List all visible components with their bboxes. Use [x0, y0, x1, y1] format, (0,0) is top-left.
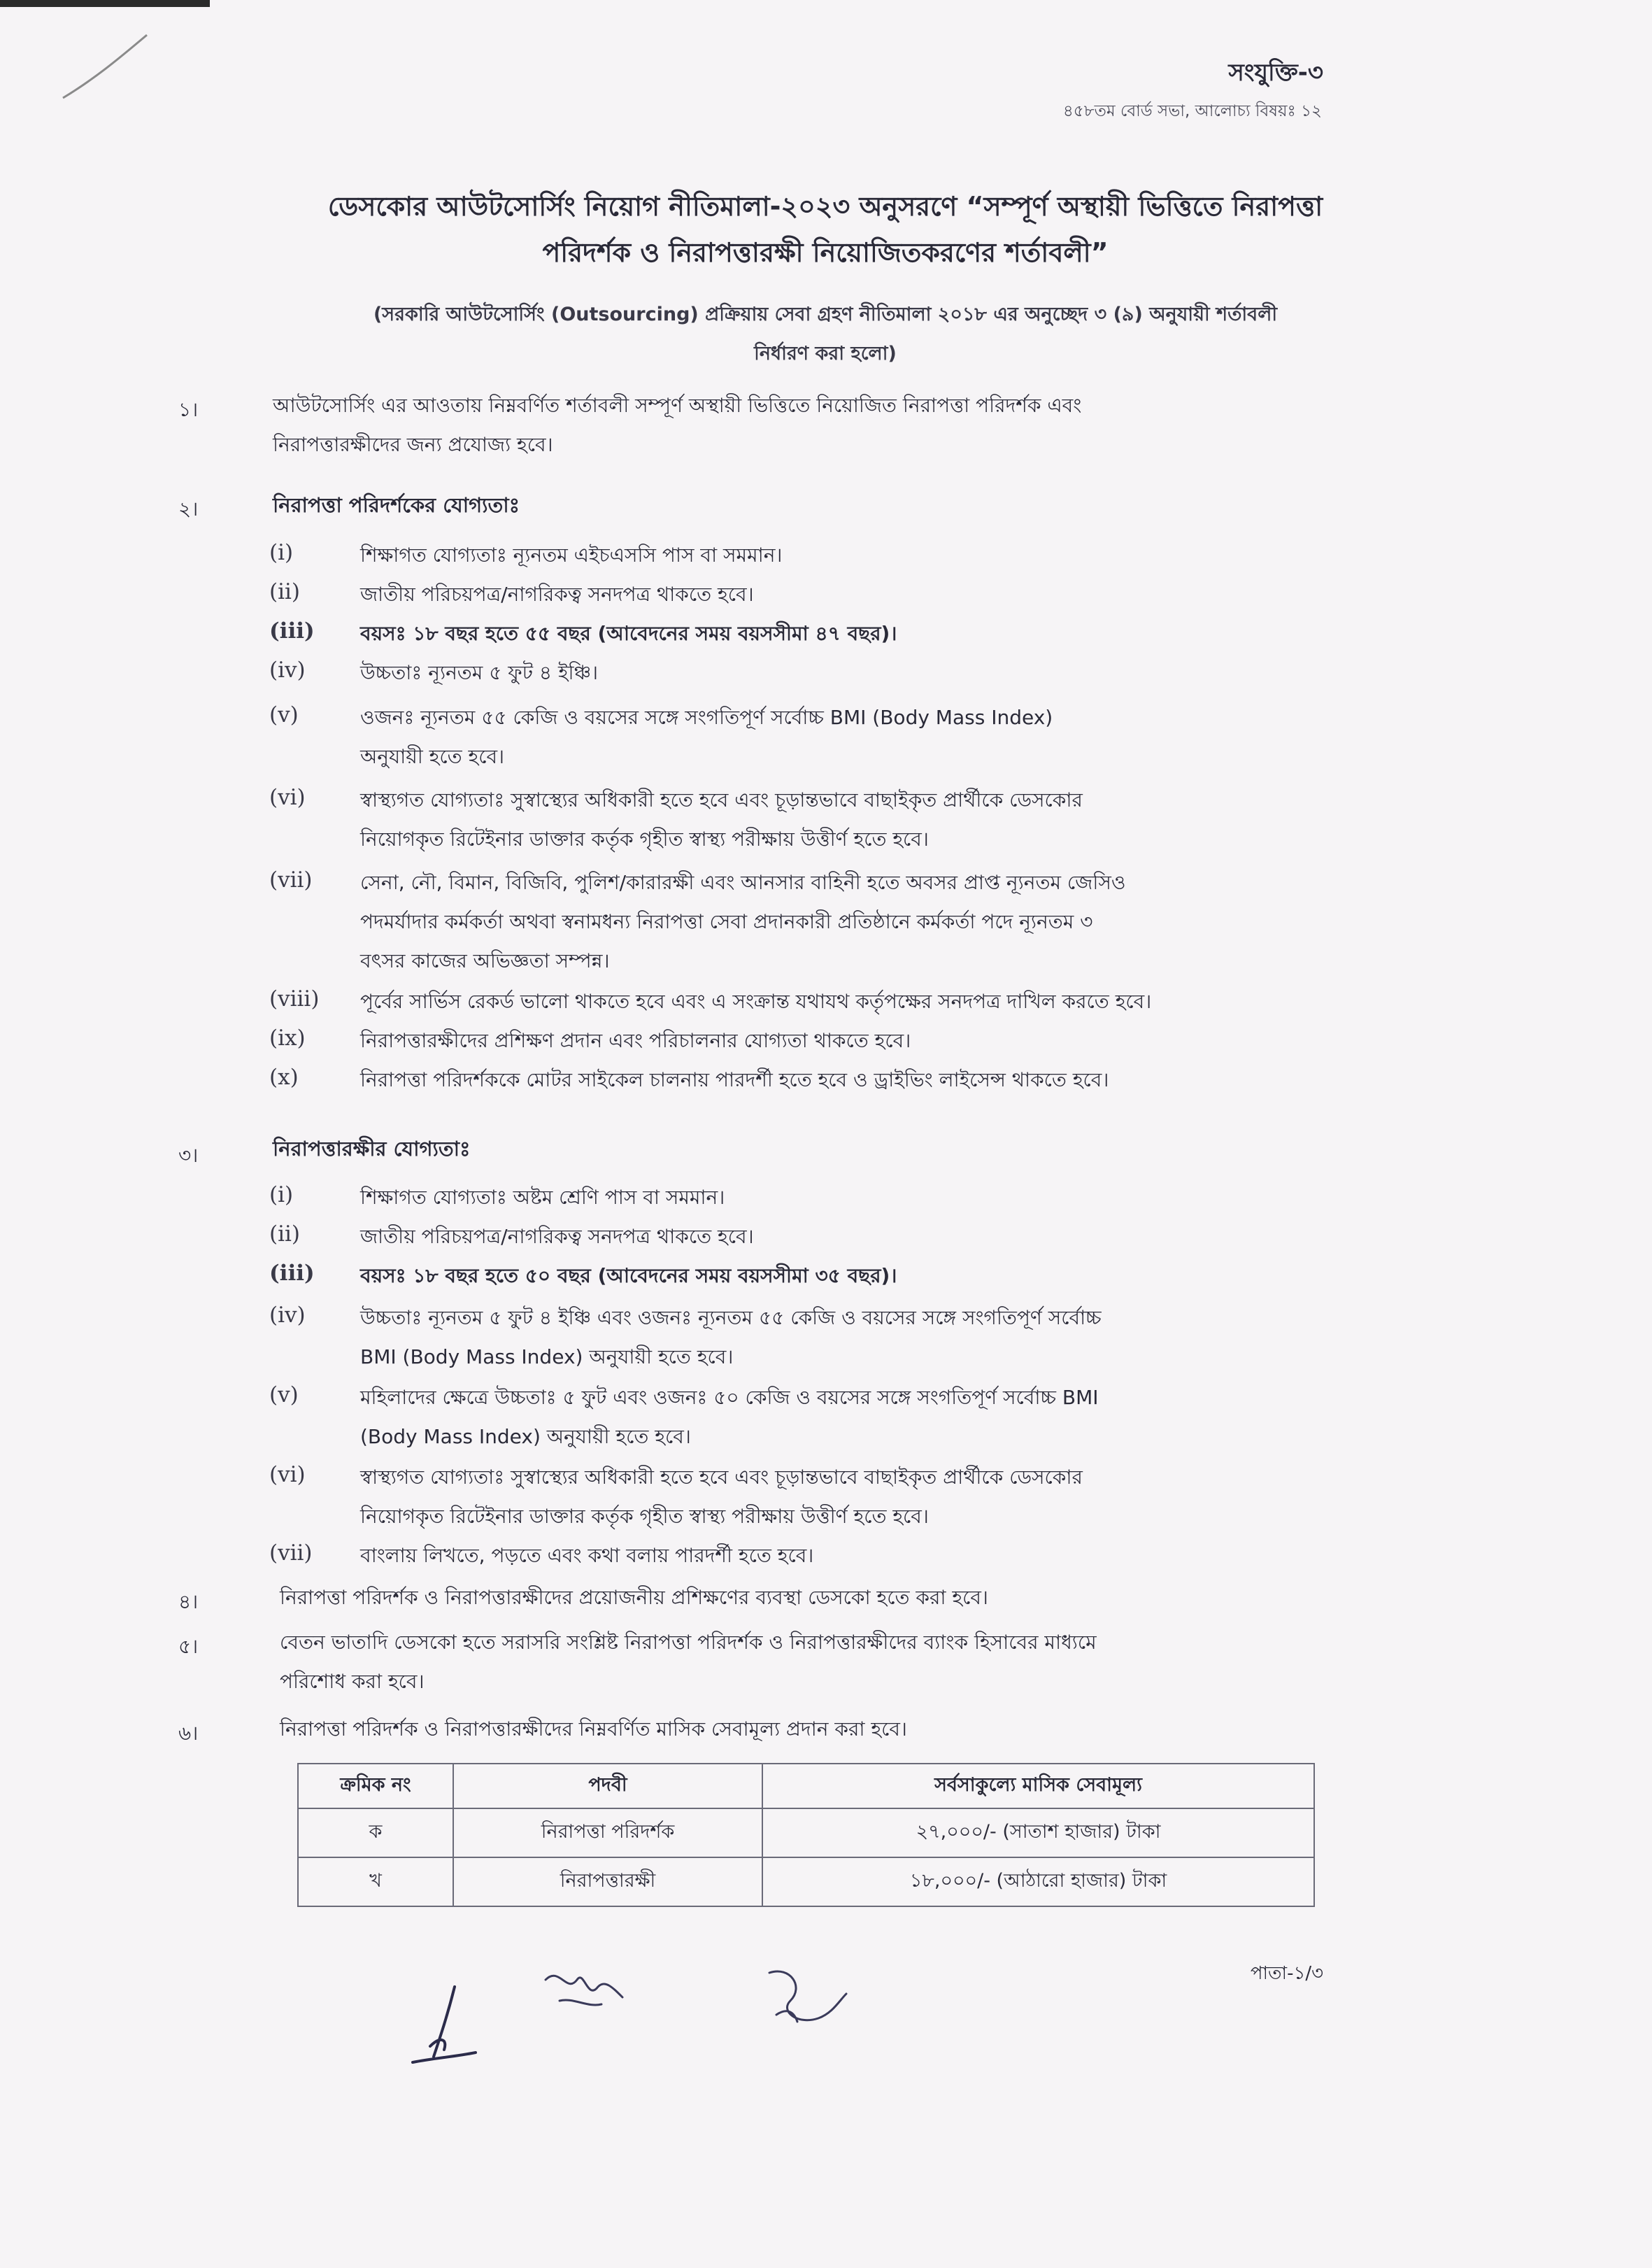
document-title-line-2: পরিদর্শক ও নিরাপত্তারক্ষী নিয়োজিতকরণের শর্তাবলী” [542, 237, 1109, 268]
cell-monthly-fee: ২৭,০০০/- (সাতাশ হাজার) টাকা [762, 1808, 1314, 1857]
s2-item-10-numeral: (x) [269, 1065, 299, 1090]
section-5-number: ৫। [178, 1635, 199, 1658]
s2-item-5-numeral: (v) [269, 702, 299, 728]
s3-item-6-numeral: (vi) [269, 1462, 306, 1487]
cell-monthly-fee: ১৮,০০০/- (আঠারো হাজার) টাকা [762, 1857, 1314, 1906]
table-row [298, 1808, 1314, 1857]
section-5-line-1: বেতন ভাতাদি ডেসকো হতে সরাসরি সংশ্লিষ্ট নিরাপত্তা পরিদর্শক ও নিরাপত্তারক্ষীদের ব্যাংক হিসাবের মাধ্যমে [280, 1631, 1097, 1654]
s2-item-5-text-line-1: ওজনঃ ন্যূনতম ৫৫ কেজি ও বয়সের সঙ্গে সংগতিপূর্ণ সর্বোচ্চ BMI (Body Mass Index) [360, 706, 1053, 729]
signature-1 [399, 1980, 497, 2071]
s3-item-1-text: শিক্ষাগত যোগ্যতাঃ অষ্টম শ্রেণি পাস বা সমমান। [360, 1186, 725, 1209]
cell-serial: খ [298, 1857, 453, 1906]
s2-item-2-numeral: (ii) [269, 579, 301, 604]
s3-item-3-numeral: (iii) [269, 1261, 315, 1286]
s2-item-1-text: শিক্ষাগত যোগ্যতাঃ ন্যূনতম এইচএসসি পাস বা সমমান। [360, 544, 783, 567]
s2-item-8-text: পূর্বের সার্ভিস রেকর্ড ভালো থাকতে হবে এবং এ সংক্রান্ত যথাযথ কর্তৃপক্ষের সনদপত্র দাখিল করতে হবে। [360, 990, 1152, 1013]
section-3-number: ৩। [178, 1144, 199, 1167]
s2-item-4-text: উচ্চতাঃ ন্যূনতম ৫ ফুট ৪ ইঞ্চি। [360, 661, 599, 684]
s3-item-5-text-line-1: মহিলাদের ক্ষেত্রে উচ্চতাঃ ৫ ফুট এবং ওজনঃ ৫০ কেজি ও বয়সের সঙ্গে সংগতিপূর্ণ সর্বোচ্চ BMI [360, 1386, 1099, 1409]
s2-item-10-text: নিরাপত্তা পরিদর্শককে মোটর সাইকেল চালনায় পারদর্শী হতে হবে ও ড্রাইভিং লাইসেন্স থাকতে হবে। [360, 1068, 1109, 1091]
document-title-line-1: ডেসকোর আউটসোর্সিং নিয়োগ নীতিমালা-২০২৩ অনুসরণে “সম্পূর্ণ অস্থায়ী ভিত্তিতে নিরাপত্তা [327, 191, 1323, 222]
s3-item-6-text-line-1: স্বাস্থ্যগত যোগ্যতাঃ সুস্বাস্থ্যের অধিকারী হতে হবে এবং চূড়ান্তভাবে বাছাইকৃত প্রার্থীকে ডেসকোর [360, 1466, 1083, 1489]
section-6-line-1: নিরাপত্তা পরিদর্শক ও নিরাপত্তারক্ষীদের নিম্নবর্ণিত মাসিক সেবামূল্য প্রদান করা হবে। [280, 1717, 907, 1741]
scan-edge-bar [0, 0, 210, 7]
section-1-number: ১। [178, 398, 199, 421]
s2-item-6-text-line-1: স্বাস্থ্যগত যোগ্যতাঃ সুস্বাস্থ্যের অধিকারী হতে হবে এবং চূড়ান্তভাবে বাছাইকৃত প্রার্থীকে ডেসকোর [360, 788, 1083, 811]
s2-item-1-numeral: (i) [269, 540, 294, 565]
s3-item-1-numeral: (i) [269, 1182, 294, 1207]
s2-item-9-numeral: (ix) [269, 1026, 306, 1051]
section-1-line-2: নিরাপত্তারক্ষীদের জন্য প্রযোজ্য হবে। [273, 433, 553, 456]
s3-item-7-text: বাংলায় লিখতে, পড়তে এবং কথা বলায় পারদর্শী হতে হবে। [360, 1544, 814, 1567]
annex-label: সংযুক্তি-৩ [1228, 59, 1323, 87]
s2-item-7-text-line-3: বৎসর কাজের অভিজ্ঞতা সম্পন্ন। [360, 949, 610, 972]
s3-item-2-text: জাতীয় পরিচয়পত্র/নাগরিকত্ব সনদপত্র থাকতে হবে। [360, 1225, 754, 1248]
s2-item-6-numeral: (vi) [269, 785, 306, 810]
table-row [298, 1857, 1314, 1906]
cell-designation: নিরাপত্তারক্ষী [453, 1857, 762, 1906]
s3-item-4-text-line-2: BMI (Body Mass Index) অনুযায়ী হতে হবে। [360, 1345, 734, 1368]
section-6-number: ৬। [178, 1722, 199, 1745]
s3-item-4-numeral: (iv) [269, 1303, 306, 1328]
s2-item-7-numeral: (vii) [269, 867, 313, 893]
page-number: পাতা-১/৩ [1250, 1963, 1323, 1984]
s3-item-5-numeral: (v) [269, 1382, 299, 1408]
meeting-reference: ৪৫৮তম বোর্ড সভা, আলোচ্য বিষয়ঃ ১২ [1062, 102, 1322, 120]
cell-serial: ক [298, 1808, 453, 1857]
column-header-designation: পদবী [453, 1764, 762, 1808]
s2-item-8-numeral: (viii) [269, 986, 320, 1012]
s3-item-3-text: বয়সঃ ১৮ বছর হতে ৫০ বছর (আবেদনের সময় বয়সসীমা ৩৫ বছর)। [360, 1264, 897, 1287]
s3-item-5-text-line-2: (Body Mass Index) অনুযায়ী হতে হবে। [360, 1425, 691, 1448]
section-4-line-1: নিরাপত্তা পরিদর্শক ও নিরাপত্তারক্ষীদের প্রয়োজনীয় প্রশিক্ষণের ব্যবস্থা ডেসকো হতে করা হবে। [280, 1586, 988, 1609]
s2-item-7-text-line-2: পদমর্যাদার কর্মকর্তা অথবা স্বনামধন্য নিরাপত্তা সেবা প্রদানকারী প্রতিষ্ঠানে কর্মকর্তা পদে ন্যূনতম ৩ [360, 910, 1093, 933]
section-4-number: ৪। [178, 1590, 199, 1613]
s2-item-3-numeral: (iii) [269, 618, 315, 644]
s2-item-9-text: নিরাপত্তারক্ষীদের প্রশিক্ষণ প্রদান এবং পরিচালনার যোগ্যতা থাকতে হবে। [360, 1029, 911, 1052]
column-header-monthly-fee: সর্বসাকুল্যে মাসিক সেবামূল্য [762, 1764, 1314, 1808]
signature-2 [539, 1959, 629, 2022]
s2-item-3-text: বয়সঃ ১৮ বছর হতে ৫৫ বছর (আবেদনের সময় বয়সসীমা ৪৭ বছর)। [360, 622, 897, 645]
policy-note-line-2: নির্ধারণ করা হলো) [754, 343, 897, 364]
table-header-row [298, 1764, 1314, 1808]
s3-item-2-numeral: (ii) [269, 1221, 301, 1247]
section-3-heading: নিরাপত্তারক্ষীর যোগ্যতাঃ [273, 1137, 471, 1161]
section-1-line-1: আউটসোর্সিং এর আওতায় নিম্নবর্ণিত শর্তাবলী সম্পূর্ণ অস্থায়ী ভিত্তিতে নিয়োজিত নিরাপত্তা পরিদর্শক এবং [273, 394, 1082, 417]
s3-item-4-text-line-1: উচ্চতাঃ ন্যূনতম ৫ ফুট ৪ ইঞ্চি এবং ওজনঃ ন্যূনতম ৫৫ কেজি ও বয়সের সঙ্গে সংগতিপূর্ণ সর্বোচ্চ [360, 1306, 1102, 1329]
signature-3 [755, 1959, 853, 2036]
s2-item-2-text: জাতীয় পরিচয়পত্র/নাগরিকত্ব সনদপত্র থাকতে হবে। [360, 583, 754, 606]
section-5-line-2: পরিশোধ করা হবে। [280, 1670, 425, 1693]
section-2-number: ২। [178, 497, 199, 520]
column-header-serial: ক্রমিক নং [298, 1764, 453, 1808]
s3-item-7-numeral: (vii) [269, 1540, 313, 1566]
section-2-heading: নিরাপত্তা পরিদর্শকের যোগ্যতাঃ [273, 493, 520, 517]
policy-note-line-1: (সরকারি আউটসোর্সিং (Outsourcing) প্রক্রিয়ায় সেবা গ্রহণ নীতিমালা ২০১৮ এর অনুচ্ছেদ ৩ (৯) অনুযায়ী শর্তাবলী [373, 304, 1278, 325]
cell-designation: নিরাপত্তা পরিদর্শক [453, 1808, 762, 1857]
s3-item-6-text-line-2: নিয়োগকৃত রিটেইনার ডাক্তার কর্তৃক গৃহীত স্বাস্থ্য পরীক্ষায় উত্তীর্ণ হতে হবে। [360, 1505, 929, 1528]
pen-stroke-mark [56, 28, 154, 105]
s2-item-4-numeral: (iv) [269, 658, 306, 683]
s2-item-5-text-line-2: অনুযায়ী হতে হবে। [360, 745, 505, 768]
s2-item-7-text-line-1: সেনা, নৌ, বিমান, বিজিবি, পুলিশ/কারারক্ষী এবং আনসার বাহিনী হতে অবসর প্রাপ্ত ন্যূনতম জেসিও [360, 871, 1126, 894]
s2-item-6-text-line-2: নিয়োগকৃত রিটেইনার ডাক্তার কর্তৃক গৃহীত স্বাস্থ্য পরীক্ষায় উত্তীর্ণ হতে হবে। [360, 828, 929, 851]
monthly-fee-table [297, 1763, 1315, 1907]
